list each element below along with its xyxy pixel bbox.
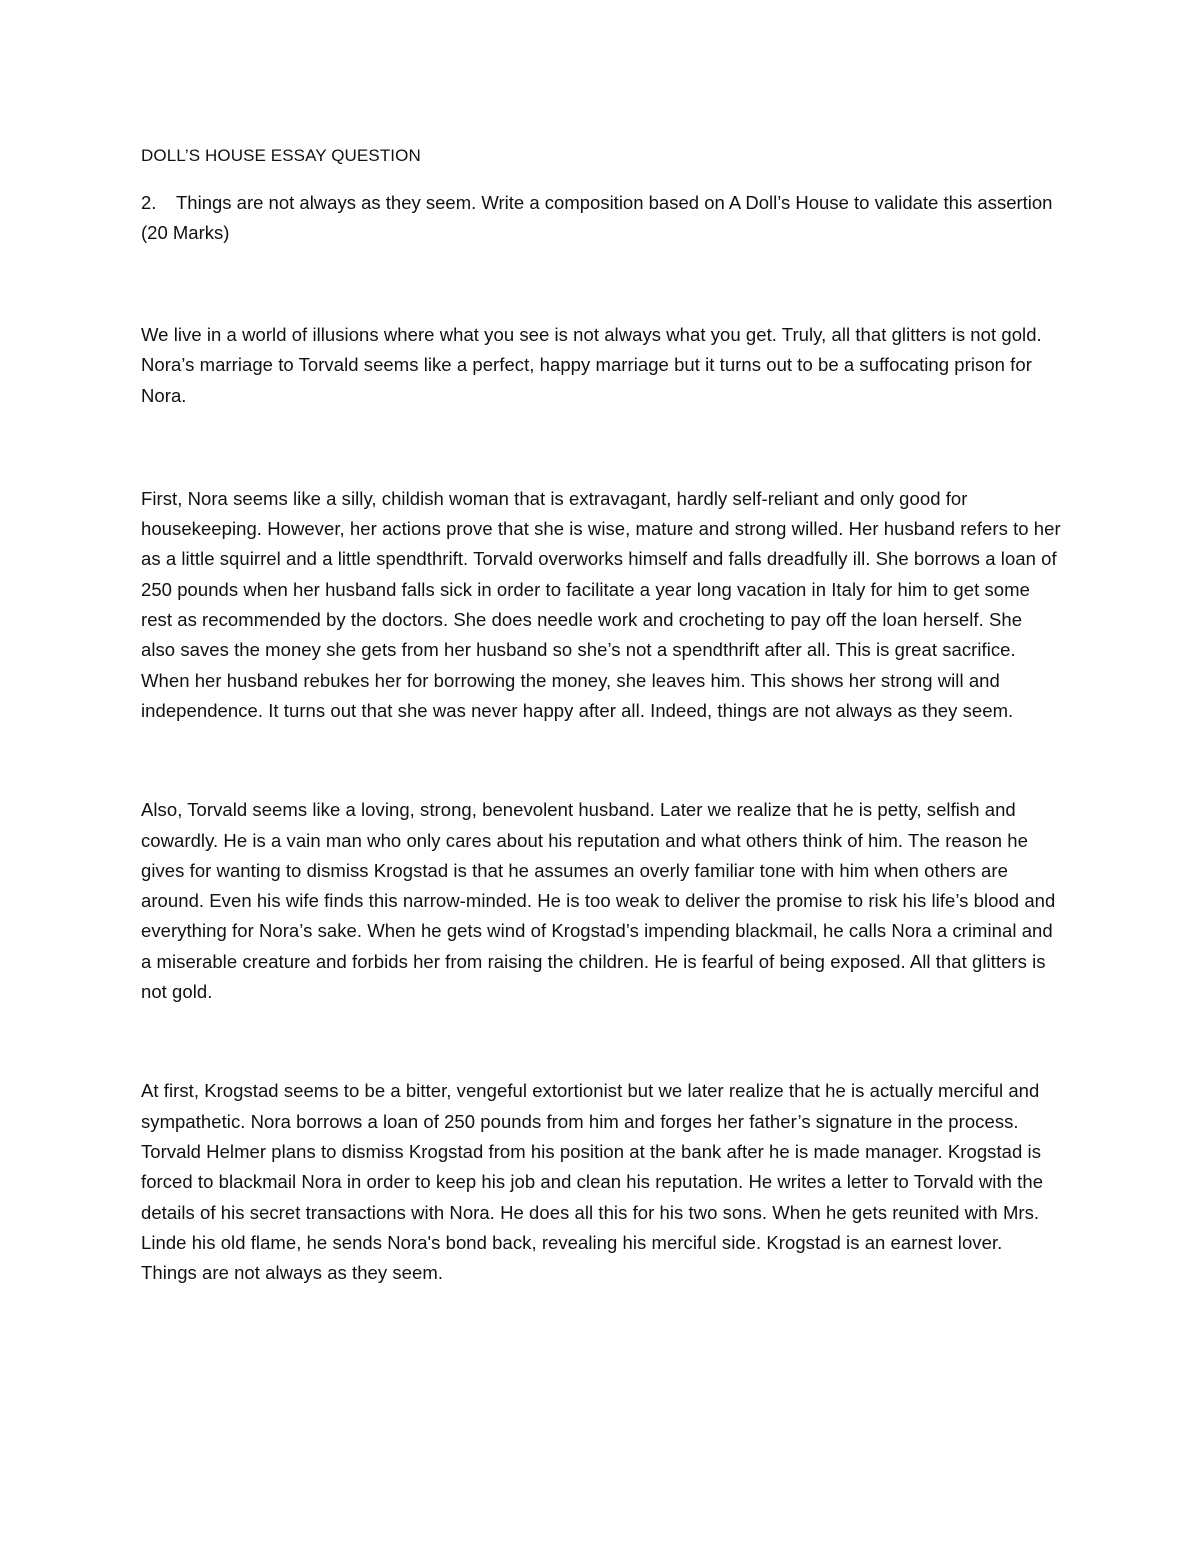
essay-paragraph-intro: We live in a world of illusions where what you see is not always what you get. Truly, all that glitters is not gold. Nora’s marriage to Torvald seems like a perfect, happy marriage but it turns out to be a suffocating prison for Nora. bbox=[141, 324, 1042, 406]
essay-paragraph-krogstad: At first, Krogstad seems to be a bitter, vengeful extortionist but we later realize that he is actually merciful and sympathetic. Nora borrows a loan of 250 pounds from him and forges her father’s signature in the process. Torvald Helmer plans to dismiss Krogstad from his position at the bank after he is made manager. Krogstad is forced to blackmail Nora in order to keep his job and clean his reputation. He writes a letter to Torvald with the details of his secret transactions with Nora. He does all this for his two sons. When he gets reunited with Mrs. Linde his old flame, he sends Nora's bond back, revealing his merciful side. Krogstad is an earnest lover. Things are not always as they seem. bbox=[141, 1080, 1044, 1284]
essay-paragraph-torvald: Also, Torvald seems like a loving, strong, benevolent husband. Later we realize that he is petty, selfish and cowardly. He is a vain man who only cares about his reputation and what others think of him. The reason he gives for wanting to dismiss Krogstad is that he assumes an overly familiar tone with him when others are around. Even his wife finds this narrow-minded. He is too weak to deliver the promise to risk his life’s blood and everything for Nora’s sake. When he gets wind of Krogstad’s impending blackmail, he calls Nora a criminal and a miserable creature and forbids her from raising the children. He is fearful of being exposed. All that glitters is not gold. bbox=[141, 799, 1056, 1003]
essay-question bbox=[141, 188, 1061, 248]
question-text: Things are not always as they seem. Write a composition based on A Doll’s House to validate this assertion (20 Marks) bbox=[141, 192, 1053, 243]
essay-paragraph-nora: First, Nora seems like a silly, childish woman that is extravagant, hardly self-reliant and only good for housekeeping. However, her actions prove that she is wise, mature and strong willed. Her husband refers to her as a little squirrel and a little spendthrift. Torvald overworks himself and falls dreadfully ill. She borrows a loan of 250 pounds when her husband falls sick in order to facilitate a year long vacation in Italy for him to get some rest as recommended by the doctors. She does needle work and crocheting to pay off the loan herself. She also saves the money she gets from her husband so she’s not a spendthrift after all. This is great sacrifice. When her husband rebukes her for borrowing the money, she leaves him. This shows her strong will and independence. It turns out that she was never happy after all. Indeed, things are not always as they seem. bbox=[141, 487, 1061, 721]
document-body bbox=[141, 144, 1061, 1288]
question-number: 2. bbox=[141, 192, 157, 213]
essay-heading: DOLL’S HOUSE ESSAY QUESTION bbox=[141, 146, 421, 165]
